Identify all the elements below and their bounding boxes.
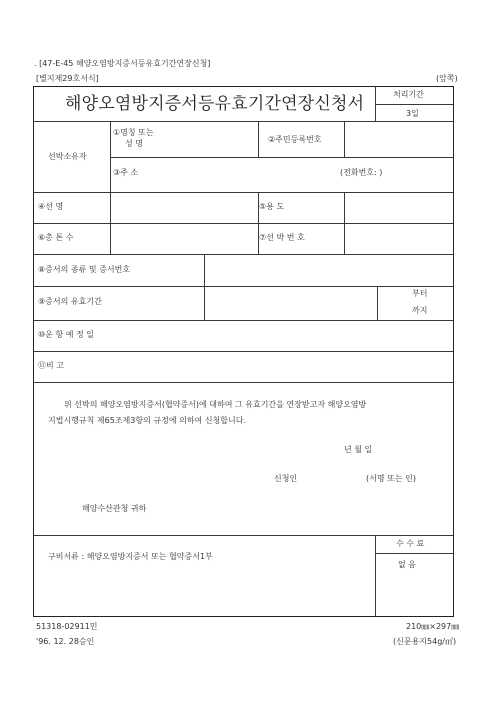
validity-until-label: 까지 [412,306,428,315]
gross-tonnage-label: ⑥총 톤 수 [38,233,74,242]
addressee: 해양수산관청 귀하 [82,504,147,513]
form-code: . [47-E-45 해양오염방지증서등유효기간연장신청] [34,59,211,68]
paper-size: 210㎜×297㎜ [406,622,460,631]
owner-name-label: ①명칭 또는 [113,128,154,137]
owner-name-label-line2: 성 명 [125,139,143,148]
ship-number-label: ⑦선 박 번 호 [259,233,305,242]
processing-period-label: 처리기간 [393,90,424,99]
remarks-label: ⑪비 고 [38,361,64,370]
statement-line-1: 위 선박의 해양오염방지증서(협약증서)에 대하여 그 유효기간을 연장받고자 해양오염방 [64,400,367,409]
applicant-label: 신청인 [274,474,298,483]
scheduled-date-label: ⑩운 항 예 정 일 [38,330,94,339]
fee-label: 수 수 료 [396,539,425,548]
approval-date: '96. 12. 28승인 [36,637,95,646]
processing-period-value: 3일 [406,109,419,118]
resident-number-label: ②주민등록번호 [268,135,322,144]
signature-label: (서명 또는 인) [366,474,416,483]
phone-label: (전화번호: ) [340,168,383,177]
statement-line-2: 지법시행규칙 제65조제3항의 규정에 의하여 신청합니다. [48,416,246,425]
address-label: ③주 소 [113,168,139,177]
fee-value: 없 음 [398,560,416,569]
required-documents: 구비서류 : 해양오염방지증서 또는 협약증서1부 [48,552,213,561]
ship-name-label: ④선 명 [38,202,64,211]
paper-type: (신문용지54g/㎡) [393,637,457,646]
form-serial: 51318-02911민 [36,622,98,631]
ship-use-label: ⑤용 도 [259,202,285,211]
form-title: 해양오염방지증서등유효기간연장신청서 [65,94,365,114]
validity-from-label: 부터 [412,289,428,298]
ship-owner-label: 선박소유자 [48,152,87,161]
certificate-validity-label: ⑨증서의 유효기간 [38,297,102,306]
certificate-type-label: ⑧증서의 종류 및 증서번호 [38,265,131,274]
application-date: 년 월 일 [344,445,373,454]
attachment-number: [별지제29호서식] [36,74,99,83]
page-side: (앞쪽) [436,74,458,83]
